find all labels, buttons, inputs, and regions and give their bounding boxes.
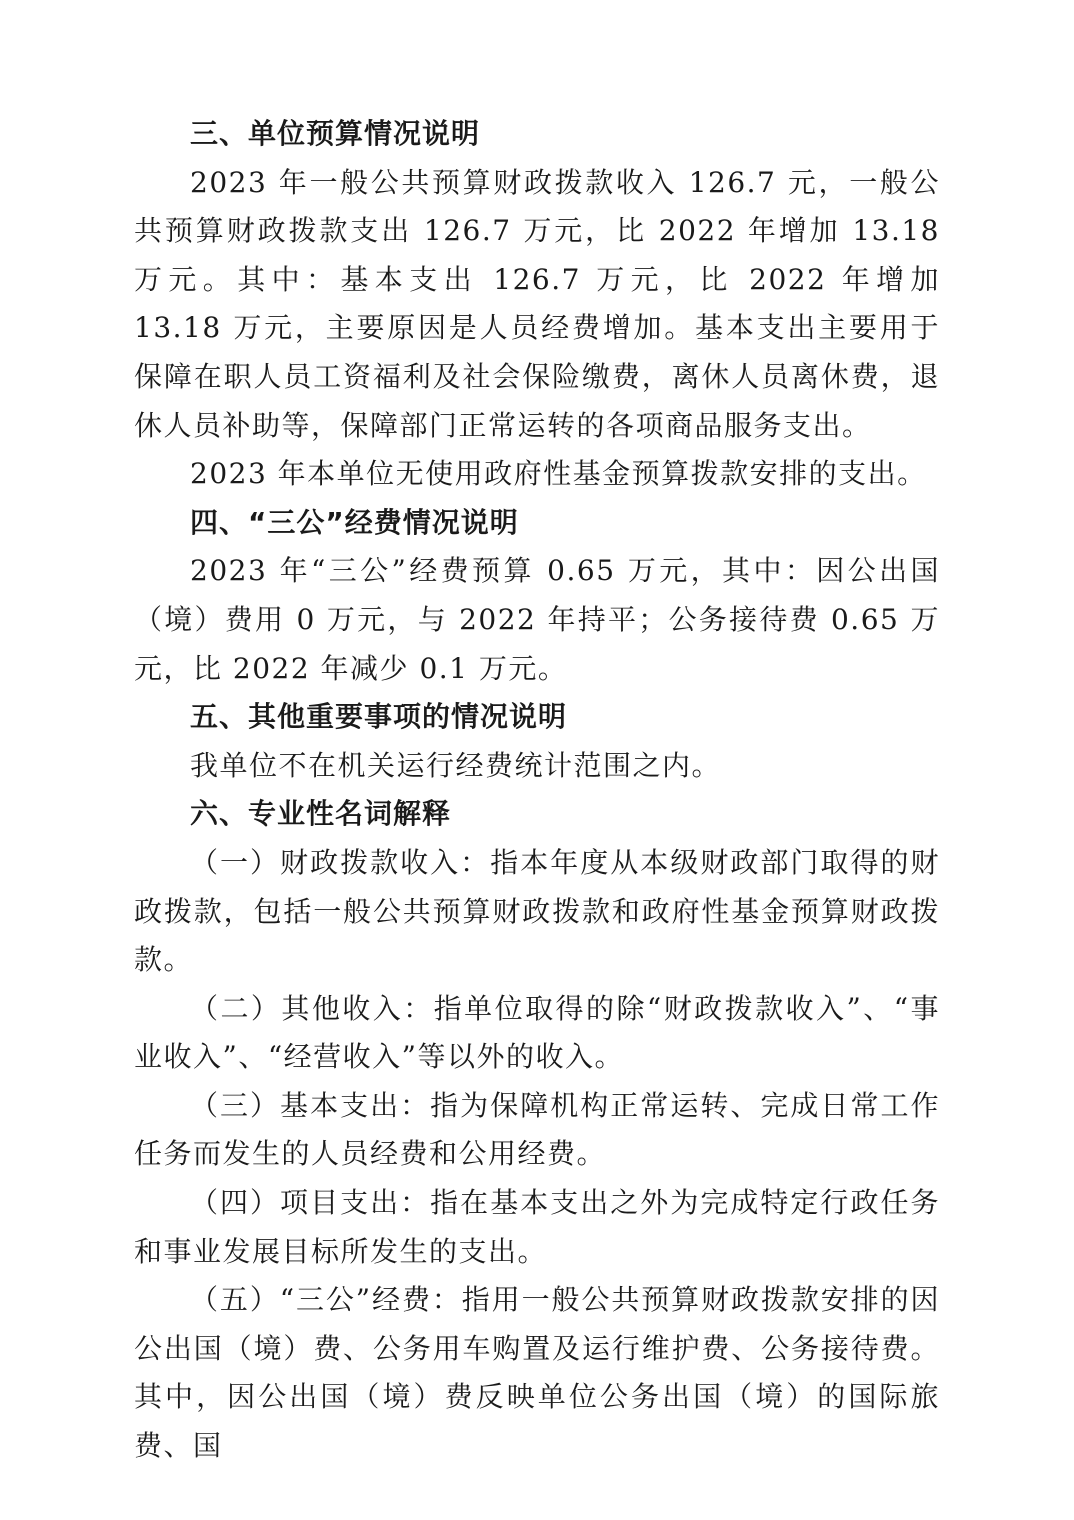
section-heading: 三、单位预算情况说明 — [190, 117, 481, 150]
paragraph: 我单位不在机关运行经费统计范围之内。 — [190, 748, 722, 782]
section-heading: 五、其他重要事项的情况说明 — [190, 700, 568, 734]
paragraph: （五）“三公”经费：指用一般公共预算财政拨款安排的因公出国（境）费、公务用车购置及运行维护费、公务接待费。其中，因公出国（境）费反映单位公务出国（境）的国际旅费、国 — [134, 1283, 940, 1463]
paragraph: 2023 年一般公共预算财政拨款收入 126.7 元，一般公共预算财政拨款支出 126.7 万元，比 2022 年增加 13.18 万元。其中：基本支出 126.7 万元，比 2022 年增加 13.18 万元，主要原因是人员经费增加。基本支出主要用于保障在职人员工资福利及社会保险缴费，离休人员离休费，退休人员补助等，保障部门正常运转的各项商品服务支出。 — [134, 165, 940, 442]
document-page — [134, 110, 940, 1471]
paragraph: （四）项目支出：指在基本支出之外为完成特定行政任务和事业发展目标所发生的支出。 — [134, 1186, 940, 1268]
section-heading: 四、“三公”经费情况说明 — [190, 505, 519, 539]
paragraph: （二）其他收入：指单位取得的除“财政拨款收入”、“事业收入”、“经营收入”等以外的收入。 — [134, 991, 940, 1074]
paragraph: （三）基本支出：指为保障机构正常运转、完成日常工作任务而发生的人员经费和公用经费。 — [134, 1088, 940, 1171]
paragraph: 2023 年“三公”经费预算 0.65 万元，其中：因公出国（境）费用 0 万元，与 2022 年持平；公务接待费 0.65 万元，比 2022 年减少 0.1 万元。 — [134, 554, 940, 685]
section-heading: 六、专业性名词解释 — [190, 797, 452, 831]
paragraph: 2023 年本单位无使用政府性基金预算拨款安排的支出。 — [190, 457, 927, 491]
paragraph: （一）财政拨款收入：指本年度从本级财政部门取得的财政拨款，包括一般公共预算财政拨款和政府性基金预算财政拨款。 — [134, 845, 940, 977]
